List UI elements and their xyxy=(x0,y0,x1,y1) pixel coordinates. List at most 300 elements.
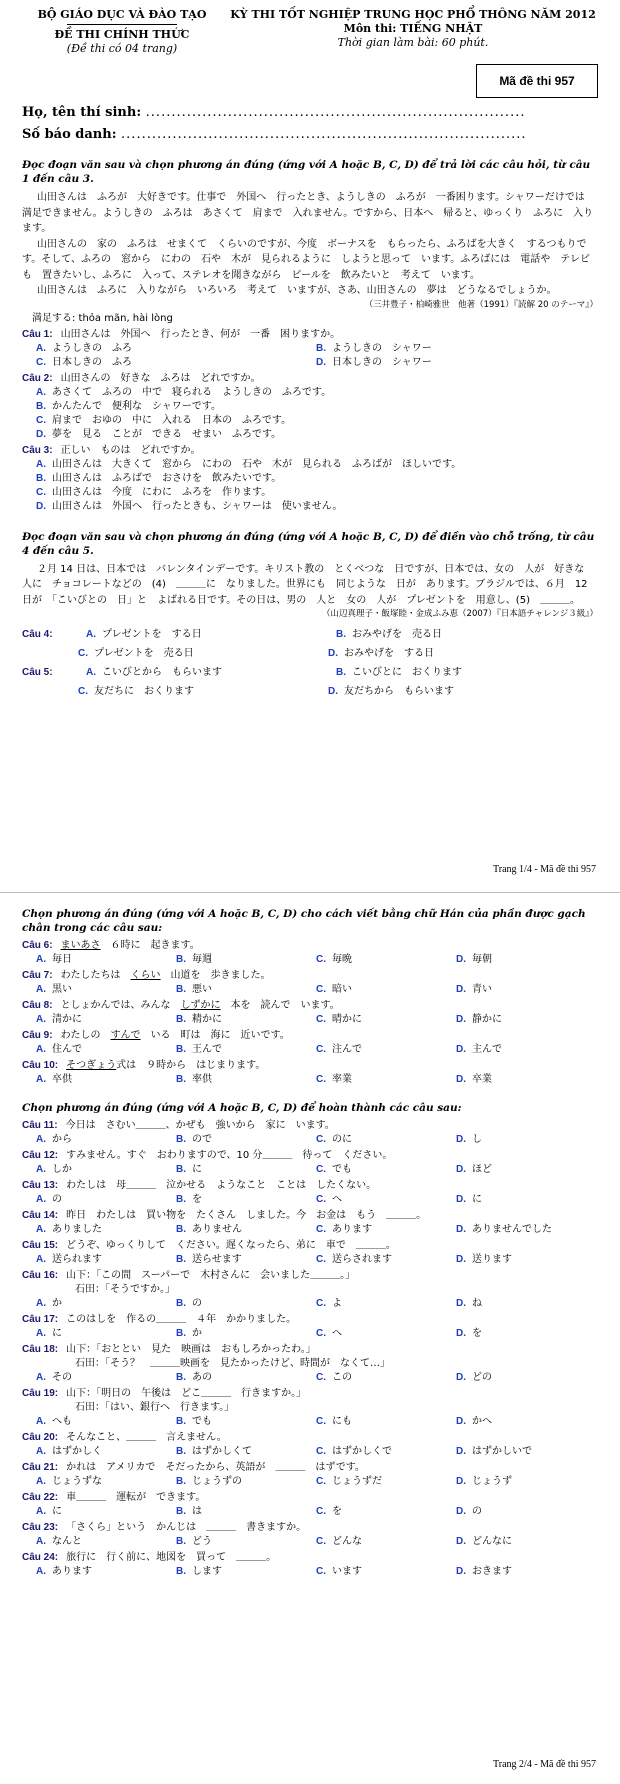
question-text-post: ６時に 起きます。 xyxy=(100,940,200,951)
option-letter: D. xyxy=(456,1254,466,1265)
option-text: の xyxy=(472,1506,482,1517)
underlined-word: くらい xyxy=(130,970,161,981)
question-15-options xyxy=(22,1253,598,1267)
option-d[interactable] xyxy=(456,1475,596,1489)
option-letter: B. xyxy=(176,1254,186,1265)
option-d[interactable] xyxy=(456,983,596,997)
question-number: Câu 16: xyxy=(22,1270,59,1281)
option-letter: C. xyxy=(316,1074,326,1085)
option-letter: B. xyxy=(176,1044,186,1055)
option-text: 山田さんは 大きくて 窓から にわの 石や 木が 見られる ふろばが ほしいです。 xyxy=(52,458,462,470)
option-b[interactable] xyxy=(176,1327,316,1341)
option-a[interactable] xyxy=(36,1043,176,1057)
option-letter: C. xyxy=(316,1194,326,1205)
option-a[interactable] xyxy=(36,1327,176,1341)
exam-code-box: Mã đề thi 957 xyxy=(476,64,598,98)
option-text: ようしきの ふろ xyxy=(52,342,132,354)
option-d[interactable] xyxy=(456,1445,596,1459)
option-d[interactable] xyxy=(328,682,454,701)
option-letter: D. xyxy=(456,1044,466,1055)
option-letter: D. xyxy=(36,500,46,512)
passage-paragraph: 山田さんの 家の ふろは せまくて くらいのですが、今度 ボーナスを もらったら、ふろばを大きく するつもりです。そして、ふろの 窓から にわの 石や 木が 見られるように しようと思って います。ふろばには 電話や テレビも 置きたいし、ふろに 入って、ステレオを聞きながら ビールを 飲みたいと 考えて います。 xyxy=(22,238,590,281)
official-label: ĐỀ THI CHÍNH THỨC xyxy=(54,28,190,41)
option-b[interactable] xyxy=(176,1297,316,1311)
time-limit: Thời gian làm bài: 60 phút. xyxy=(337,36,489,49)
question-text: 山田さんの 好きな ふろは どれですか。 xyxy=(60,372,261,384)
vocab-note: 満足する: thỏa mãn, hài lòng xyxy=(32,312,173,324)
question-21 xyxy=(22,1461,598,1475)
option-text: おみやげを する日 xyxy=(344,648,434,659)
question-text-post: 本を 読んで います。 xyxy=(220,1000,340,1011)
option-a[interactable] xyxy=(36,1445,176,1459)
option-letter: A. xyxy=(36,1536,46,1547)
option-c[interactable] xyxy=(316,1193,456,1207)
option-c[interactable] xyxy=(316,1013,456,1027)
option-text: この xyxy=(332,1372,352,1383)
option-text: を xyxy=(472,1328,482,1339)
option-text: 静かに xyxy=(472,1014,502,1025)
option-letter: C. xyxy=(316,1506,326,1517)
option-b[interactable] xyxy=(176,1505,316,1519)
option-letter: A. xyxy=(36,1164,46,1175)
question-number: Câu 5: xyxy=(22,667,53,678)
option-text: へも xyxy=(52,1416,72,1427)
option-letter: D. xyxy=(456,1134,466,1145)
option-c[interactable] xyxy=(36,486,598,500)
option-text: 悪い xyxy=(192,984,212,995)
option-text: 卒供 xyxy=(52,1074,72,1085)
option-letter: A. xyxy=(36,954,46,965)
passage-source: （山辺真理子・飯塚睦・金成ふみ恵（2007）『日本語チャレンジ３級』） xyxy=(322,609,598,619)
option-letter: D. xyxy=(316,356,326,368)
header-rule xyxy=(67,24,177,25)
option-text: に xyxy=(192,1164,202,1175)
question-number: Câu 21: xyxy=(22,1462,59,1473)
option-b[interactable] xyxy=(36,472,598,486)
option-a[interactable] xyxy=(86,625,336,644)
option-letter: B. xyxy=(176,1074,186,1085)
section1-instruction: Đọc đoạn văn sau và chọn phương án đúng (ứng với A hoặc B, C, D) để trả lời các câu hỏi, từ câu 1 đến câu 3. xyxy=(22,159,591,185)
option-c[interactable] xyxy=(316,1415,456,1429)
option-letter: B. xyxy=(36,472,46,484)
question-23 xyxy=(22,1521,598,1535)
question-22 xyxy=(22,1491,598,1505)
question-text: そんなこと、＿＿＿ 言えません。 xyxy=(66,1432,227,1443)
option-c[interactable] xyxy=(36,414,598,428)
option-letter: B. xyxy=(176,1164,186,1175)
option-text: その xyxy=(52,1372,72,1383)
option-letter: C. xyxy=(316,1566,326,1577)
option-d[interactable] xyxy=(456,1133,596,1147)
option-letter: B. xyxy=(176,1416,186,1427)
option-a[interactable] xyxy=(36,1253,176,1267)
option-c[interactable] xyxy=(316,1223,456,1237)
option-b[interactable] xyxy=(176,1371,316,1385)
page-footer: Trang 1/4 - Mã đề thi 957 xyxy=(493,864,596,875)
option-letter: C. xyxy=(316,1416,326,1427)
option-letter: C. xyxy=(316,1014,326,1025)
option-text: ので xyxy=(192,1134,212,1145)
option-text: 晴かに xyxy=(332,1014,362,1025)
option-b[interactable] xyxy=(176,1445,316,1459)
option-text: あの xyxy=(192,1372,212,1383)
option-d[interactable] xyxy=(456,953,596,967)
option-text: へ xyxy=(332,1194,342,1205)
option-c[interactable] xyxy=(316,1475,456,1489)
option-a[interactable] xyxy=(36,1475,176,1489)
option-letter: D. xyxy=(456,1416,466,1427)
option-letter: D. xyxy=(456,1014,466,1025)
question-text: 山下：「明日の 午後は どこ＿＿＿ 行きますか。」 xyxy=(66,1388,307,1399)
option-text: 送らされます xyxy=(332,1254,392,1265)
option-b[interactable] xyxy=(176,953,316,967)
option-letter: D. xyxy=(456,954,466,965)
question-7 xyxy=(22,969,598,983)
option-text: じょうず xyxy=(472,1476,512,1487)
option-letter: C. xyxy=(316,1224,326,1235)
option-letter: B. xyxy=(176,1194,186,1205)
question-18-options xyxy=(22,1371,598,1385)
option-text: 肩まで おゆの 中に 入れる 日本の ふろです。 xyxy=(52,414,292,426)
option-a[interactable] xyxy=(36,1565,176,1579)
option-d[interactable] xyxy=(456,1253,596,1267)
header-right xyxy=(228,8,598,56)
option-d[interactable] xyxy=(456,1043,596,1057)
option-a[interactable] xyxy=(36,1505,176,1519)
question-20-options xyxy=(22,1445,598,1459)
option-d[interactable] xyxy=(36,428,598,442)
option-b[interactable] xyxy=(176,983,316,997)
option-b[interactable] xyxy=(336,663,462,682)
option-c[interactable] xyxy=(78,682,328,701)
option-text: ね xyxy=(472,1298,482,1309)
option-letter: D. xyxy=(456,1476,466,1487)
option-text: ありません xyxy=(192,1224,242,1235)
question-number: Câu 17: xyxy=(22,1314,59,1325)
option-letter: A. xyxy=(36,458,46,470)
question-14-options xyxy=(22,1223,598,1237)
option-b[interactable] xyxy=(176,1565,316,1579)
option-letter: B. xyxy=(176,1134,186,1145)
option-text: じょうずな xyxy=(52,1476,102,1487)
option-text: どの xyxy=(472,1372,492,1383)
question-text: このはしを 作るの＿＿＿ ４年 かかりました。 xyxy=(66,1314,297,1325)
option-letter: B. xyxy=(176,1014,186,1025)
option-c[interactable] xyxy=(316,1043,456,1057)
question-number: Câu 14: xyxy=(22,1210,59,1221)
option-d[interactable] xyxy=(456,1371,596,1385)
ministry-name: BỘ GIÁO DỤC VÀ ĐÀO TẠO xyxy=(37,8,207,21)
option-text: プレゼントを する日 xyxy=(102,629,202,640)
option-a[interactable] xyxy=(36,1013,176,1027)
question-text: 昨日 わたしは 買い物を たくさん しました。今 お金は もう ＿＿＿。 xyxy=(66,1210,427,1221)
option-c[interactable] xyxy=(316,1535,456,1549)
question-number: Câu 11: xyxy=(22,1120,58,1131)
option-c[interactable] xyxy=(78,644,328,663)
option-text: 毎日 xyxy=(52,954,72,965)
option-text: 清かに xyxy=(52,1014,82,1025)
question-19 xyxy=(22,1387,598,1401)
option-text: はずかしいで xyxy=(472,1446,532,1457)
candidate-id-label: Số báo danh: xyxy=(22,127,117,142)
question-number: Câu 3: xyxy=(22,444,53,456)
option-b[interactable] xyxy=(176,1133,316,1147)
option-text: 注んで xyxy=(332,1044,362,1055)
question-number: Câu 1: xyxy=(22,328,53,340)
option-c[interactable] xyxy=(316,1505,456,1519)
option-b[interactable] xyxy=(176,1223,316,1237)
option-c[interactable] xyxy=(316,1445,456,1459)
question-18-line2: 石田：「そう？ ＿＿＿映画を 見たかったけど、時間が なくて…」 xyxy=(75,1358,390,1369)
option-letter: D. xyxy=(456,1224,466,1235)
question-9-options xyxy=(22,1043,598,1057)
option-letter: C. xyxy=(316,1298,326,1309)
option-text: を xyxy=(332,1506,342,1517)
option-letter: C. xyxy=(36,414,46,426)
option-letter: A. xyxy=(36,342,46,354)
question-3 xyxy=(22,444,598,458)
option-letter: A. xyxy=(36,386,46,398)
question-13-options xyxy=(22,1193,598,1207)
option-text: はずかしく xyxy=(52,1446,102,1457)
option-text: なんと xyxy=(52,1536,82,1547)
option-d[interactable] xyxy=(456,1013,596,1027)
option-letter: B. xyxy=(36,400,46,412)
option-letter: B. xyxy=(176,954,186,965)
option-text: かんたんで 便利な シャワーです。 xyxy=(52,400,221,412)
option-letter: A. xyxy=(36,1224,46,1235)
option-letter: C. xyxy=(36,486,46,498)
option-c[interactable] xyxy=(316,953,456,967)
question-21-options xyxy=(22,1475,598,1489)
option-letter: C. xyxy=(316,984,326,995)
option-b[interactable] xyxy=(336,625,442,644)
question-8-options xyxy=(22,1013,598,1027)
option-b[interactable] xyxy=(176,1163,316,1177)
option-d[interactable] xyxy=(36,500,598,514)
option-b[interactable] xyxy=(176,1013,316,1027)
option-text: を xyxy=(192,1194,202,1205)
option-b[interactable] xyxy=(36,400,598,414)
option-text: の xyxy=(52,1194,62,1205)
option-letter: A. xyxy=(36,1134,46,1145)
option-letter: A. xyxy=(86,667,96,678)
option-b[interactable] xyxy=(316,342,596,356)
reading-passage-1 xyxy=(22,190,598,299)
option-c[interactable] xyxy=(316,1371,456,1385)
option-d[interactable] xyxy=(456,1505,596,1519)
option-text: います xyxy=(332,1566,362,1577)
option-text: こいびとから もらいます xyxy=(102,667,222,678)
option-text: しか xyxy=(52,1164,72,1175)
question-number: Câu 15: xyxy=(22,1240,59,1251)
option-letter: D. xyxy=(456,1372,466,1383)
option-b[interactable] xyxy=(176,1253,316,1267)
option-text: どんなに xyxy=(472,1536,512,1547)
option-text: ようしきの シャワー xyxy=(332,342,432,354)
passage-paragraph: 山田さんは ふろに 入りながら いろいろ 考えて いますが、さあ、山田さんの 夢は どうなるでしょうか。 xyxy=(37,285,557,296)
option-d[interactable] xyxy=(456,1327,596,1341)
option-b[interactable] xyxy=(176,1535,316,1549)
option-letter: C. xyxy=(316,1328,326,1339)
option-a[interactable] xyxy=(36,1193,176,1207)
option-text: 山田さんは 今度 にわに ふろを 作ります。 xyxy=(52,486,272,498)
option-c[interactable] xyxy=(316,1565,456,1579)
option-letter: D. xyxy=(456,1566,466,1577)
option-letter: C. xyxy=(316,1134,326,1145)
option-text: 送られます xyxy=(52,1254,102,1265)
question-text: 山下：「おととい 見た 映画は おもしろかったわ。」 xyxy=(66,1344,316,1355)
option-letter: A. xyxy=(36,1566,46,1577)
page-2 xyxy=(0,892,620,1784)
option-a[interactable] xyxy=(36,1371,176,1385)
option-text: 送らせます xyxy=(192,1254,242,1265)
question-20 xyxy=(22,1431,598,1445)
option-c[interactable] xyxy=(36,356,316,370)
option-b[interactable] xyxy=(176,1043,316,1057)
option-text: 率業 xyxy=(332,1074,352,1085)
option-c[interactable] xyxy=(316,1327,456,1341)
option-c[interactable] xyxy=(316,1133,456,1147)
option-text: ありませんでした xyxy=(472,1224,552,1235)
option-text: 青い xyxy=(472,984,492,995)
option-a[interactable] xyxy=(36,953,176,967)
option-a[interactable] xyxy=(36,983,176,997)
option-text: 主んで xyxy=(472,1044,502,1055)
question-text: 正しい ものは どれですか。 xyxy=(60,444,201,456)
option-d[interactable] xyxy=(316,356,596,370)
question-text: 今日は さむい＿＿＿、かぜも 強いから 家に います。 xyxy=(65,1120,335,1131)
question-number: Câu 8: xyxy=(22,1000,53,1011)
option-letter: D. xyxy=(456,1506,466,1517)
question-9 xyxy=(22,1029,598,1043)
option-text: 夢を 見る ことが できる せまい ふろです。 xyxy=(52,428,282,440)
question-number: Câu 6: xyxy=(22,940,53,951)
option-text: 住んで xyxy=(52,1044,82,1055)
option-a[interactable] xyxy=(36,1073,176,1087)
option-letter: D. xyxy=(328,686,338,697)
option-d[interactable] xyxy=(456,1565,596,1579)
option-c[interactable] xyxy=(316,1073,456,1087)
option-b[interactable] xyxy=(176,1475,316,1489)
option-a[interactable] xyxy=(36,1133,176,1147)
option-d[interactable] xyxy=(456,1223,596,1237)
option-letter: A. xyxy=(36,1416,46,1427)
option-text: に xyxy=(472,1194,482,1205)
option-a[interactable] xyxy=(86,663,336,682)
option-letter: D. xyxy=(456,1328,466,1339)
option-c[interactable] xyxy=(316,1253,456,1267)
option-letter: B. xyxy=(176,1536,186,1547)
spacer xyxy=(22,644,78,663)
option-a[interactable] xyxy=(36,386,598,400)
underlined-word: すんで xyxy=(110,1030,141,1041)
question-text-pre: わたしの xyxy=(60,1030,111,1041)
option-a[interactable] xyxy=(36,1415,176,1429)
option-a[interactable] xyxy=(36,1163,176,1177)
option-letter: B. xyxy=(176,1476,186,1487)
option-letter: C. xyxy=(316,1044,326,1055)
option-text: ほど xyxy=(472,1164,492,1175)
option-d[interactable] xyxy=(456,1163,596,1177)
code-row xyxy=(22,64,598,98)
question-text: 車＿＿＿ 運転が できます。 xyxy=(66,1492,206,1503)
option-letter: B. xyxy=(176,1446,186,1457)
question-text: すみません。すぐ おわりますので、10 分＿＿＿ 待って ください。 xyxy=(66,1150,393,1161)
option-text: に xyxy=(52,1328,62,1339)
option-d[interactable] xyxy=(456,1415,596,1429)
option-letter: C. xyxy=(316,1476,326,1487)
option-b[interactable] xyxy=(176,1073,316,1087)
option-c[interactable] xyxy=(316,983,456,997)
question-11 xyxy=(22,1119,598,1133)
option-letter: B. xyxy=(176,1566,186,1577)
option-text: 山田さんは 外国へ 行ったときも、シャワーは 使いません。 xyxy=(52,500,343,512)
option-text: よ xyxy=(332,1298,342,1309)
candidate-name-label: Họ, tên thí sinh: xyxy=(22,105,142,120)
underlined-word: まいあさ xyxy=(60,940,101,951)
question-13 xyxy=(22,1179,598,1193)
question-5-row2 xyxy=(22,682,598,701)
option-letter: B. xyxy=(176,984,186,995)
option-d[interactable] xyxy=(456,1193,596,1207)
option-d[interactable] xyxy=(456,1297,596,1311)
option-d[interactable] xyxy=(456,1535,596,1549)
option-a[interactable] xyxy=(36,1223,176,1237)
option-letter: A. xyxy=(36,984,46,995)
question-5 xyxy=(22,663,598,682)
option-text: こいびとに おくります xyxy=(352,667,462,678)
option-c[interactable] xyxy=(316,1297,456,1311)
option-text: に xyxy=(52,1506,62,1517)
option-text: 精かに xyxy=(192,1014,222,1025)
option-text: 日本しきの シャワー xyxy=(332,356,432,368)
question-number: Câu 7: xyxy=(22,970,53,981)
option-a[interactable] xyxy=(36,1297,176,1311)
section3-instruction: Chọn phương án đúng (ứng với A hoặc B, C, D) cho cách viết bằng chữ Hán của phần được gạch chân trong các câu sau: xyxy=(22,908,586,934)
question-16-line2: 石田：「そうですか。」 xyxy=(75,1284,175,1295)
question-8 xyxy=(22,999,598,1013)
question-10 xyxy=(22,1059,598,1073)
question-text: 山田さんは 外国へ 行ったとき、何が 一番 困りますか。 xyxy=(60,328,341,340)
option-a[interactable] xyxy=(36,458,598,472)
question-number: Câu 10: xyxy=(22,1060,59,1071)
underlined-word: そつぎょう xyxy=(66,1060,117,1071)
option-a[interactable] xyxy=(36,1535,176,1549)
option-letter: B. xyxy=(316,342,326,354)
question-text-pre: としょかんでは、みんな xyxy=(60,1000,181,1011)
option-c[interactable] xyxy=(316,1163,456,1177)
question-6 xyxy=(22,939,598,953)
option-b[interactable] xyxy=(176,1415,316,1429)
section2-instruction: Đọc đoạn văn sau và chọn phương án đúng (ứng với A hoặc B, C, D) để điền vào chỗ trống, từ câu 4 đến câu 5. xyxy=(22,530,595,557)
option-text: じょうずの xyxy=(192,1476,242,1487)
question-number: Câu 19: xyxy=(22,1388,59,1399)
question-23-options xyxy=(22,1535,598,1549)
option-text: はずかしくて xyxy=(192,1446,252,1457)
question-number: Câu 23: xyxy=(22,1522,59,1533)
option-letter: C. xyxy=(36,356,46,368)
option-d[interactable] xyxy=(328,644,434,663)
option-letter: B. xyxy=(176,1298,186,1309)
option-text: じょうずだ xyxy=(332,1476,382,1487)
question-number: Câu 12: xyxy=(22,1150,59,1161)
option-d[interactable] xyxy=(456,1073,596,1087)
option-b[interactable] xyxy=(176,1193,316,1207)
option-a[interactable] xyxy=(36,342,316,356)
option-text: し xyxy=(472,1134,482,1145)
question-text-post: 山道を 歩きました。 xyxy=(160,970,271,981)
